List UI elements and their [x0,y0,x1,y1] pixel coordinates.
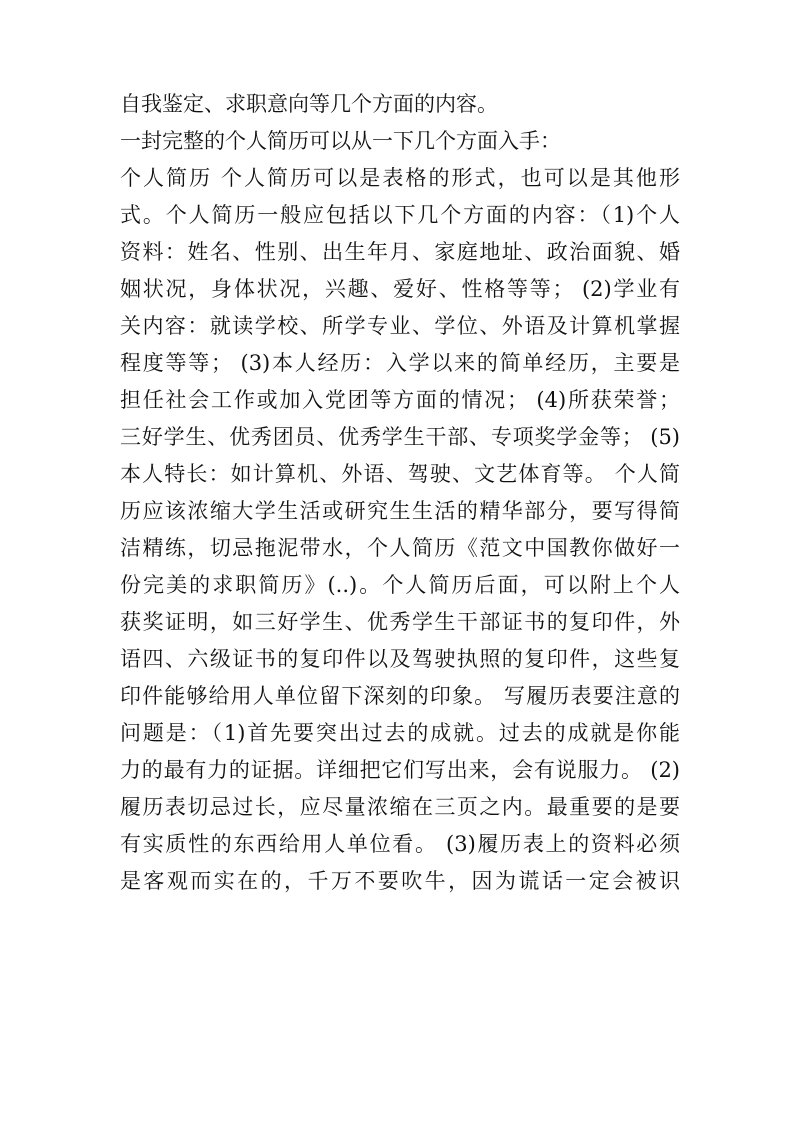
body-text [120,86,680,900]
text-line: 份完美的求职简历》(..)。个人简历后面，可以附上个人 [120,573,680,597]
text-line: 是客观而实在的，千万不要吹牛，因为谎话一定会被识 [120,869,680,893]
text-line: 洁精练，切忌拖泥带水，个人简历《范文中国教你做好一 [120,536,680,560]
text-line: 履历表切忌过长，应尽量浓缩在三页之内。最重要的是要 [120,795,680,819]
text-line: 本人特长：如计算机、外语、驾驶、文艺体育等。 个人简 [120,462,680,486]
text-line: 印件能够给用人单位留下深刻的印象。 写履历表要注意的 [120,684,680,708]
text-line: 一封完整的个人简历可以从一下几个方面入手： [120,129,561,153]
text-line: 关内容：就读学校、所学专业、学位、外语及计算机掌握 [120,314,680,338]
text-line: 有实质性的东西给用人单位看。 (3)履历表上的资料必须 [120,832,680,856]
text-line: 资料：姓名、性别、出生年月、家庭地址、政治面貌、婚 [120,240,680,264]
text-line: 程度等等； (3)本人经历：入学以来的简单经历，主要是 [120,351,680,375]
text-line: 语四、六级证书的复印件以及驾驶执照的复印件，这些复 [120,647,680,671]
text-line: 式。个人简历一般应包括以下几个方面的内容：（1)个人 [120,203,680,227]
text-line: 个人简历 个人简历可以是表格的形式，也可以是其他形 [120,166,680,190]
text-line: 自我鉴定、求职意向等几个方面的内容。 [120,92,498,116]
text-line: 力的最有力的证据。详细把它们写出来，会有说服力。 (2) [120,758,680,782]
text-line: 三好学生、优秀团员、优秀学生干部、专项奖学金等； (5) [120,425,680,449]
text-line: 担任社会工作或加入党团等方面的情况； (4)所获荣誉； [120,388,680,412]
text-line: 问题是：（1)首先要突出过去的成就。过去的成就是你能 [120,721,680,745]
text-line: 历应该浓缩大学生活或研究生生活的精华部分，要写得简 [120,499,680,523]
text-line: 姻状况，身体状况，兴趣、爱好、性格等等； (2)学业有 [120,277,680,301]
text-line: 获奖证明，如三好学生、优秀学生干部证书的复印件，外 [120,610,680,634]
